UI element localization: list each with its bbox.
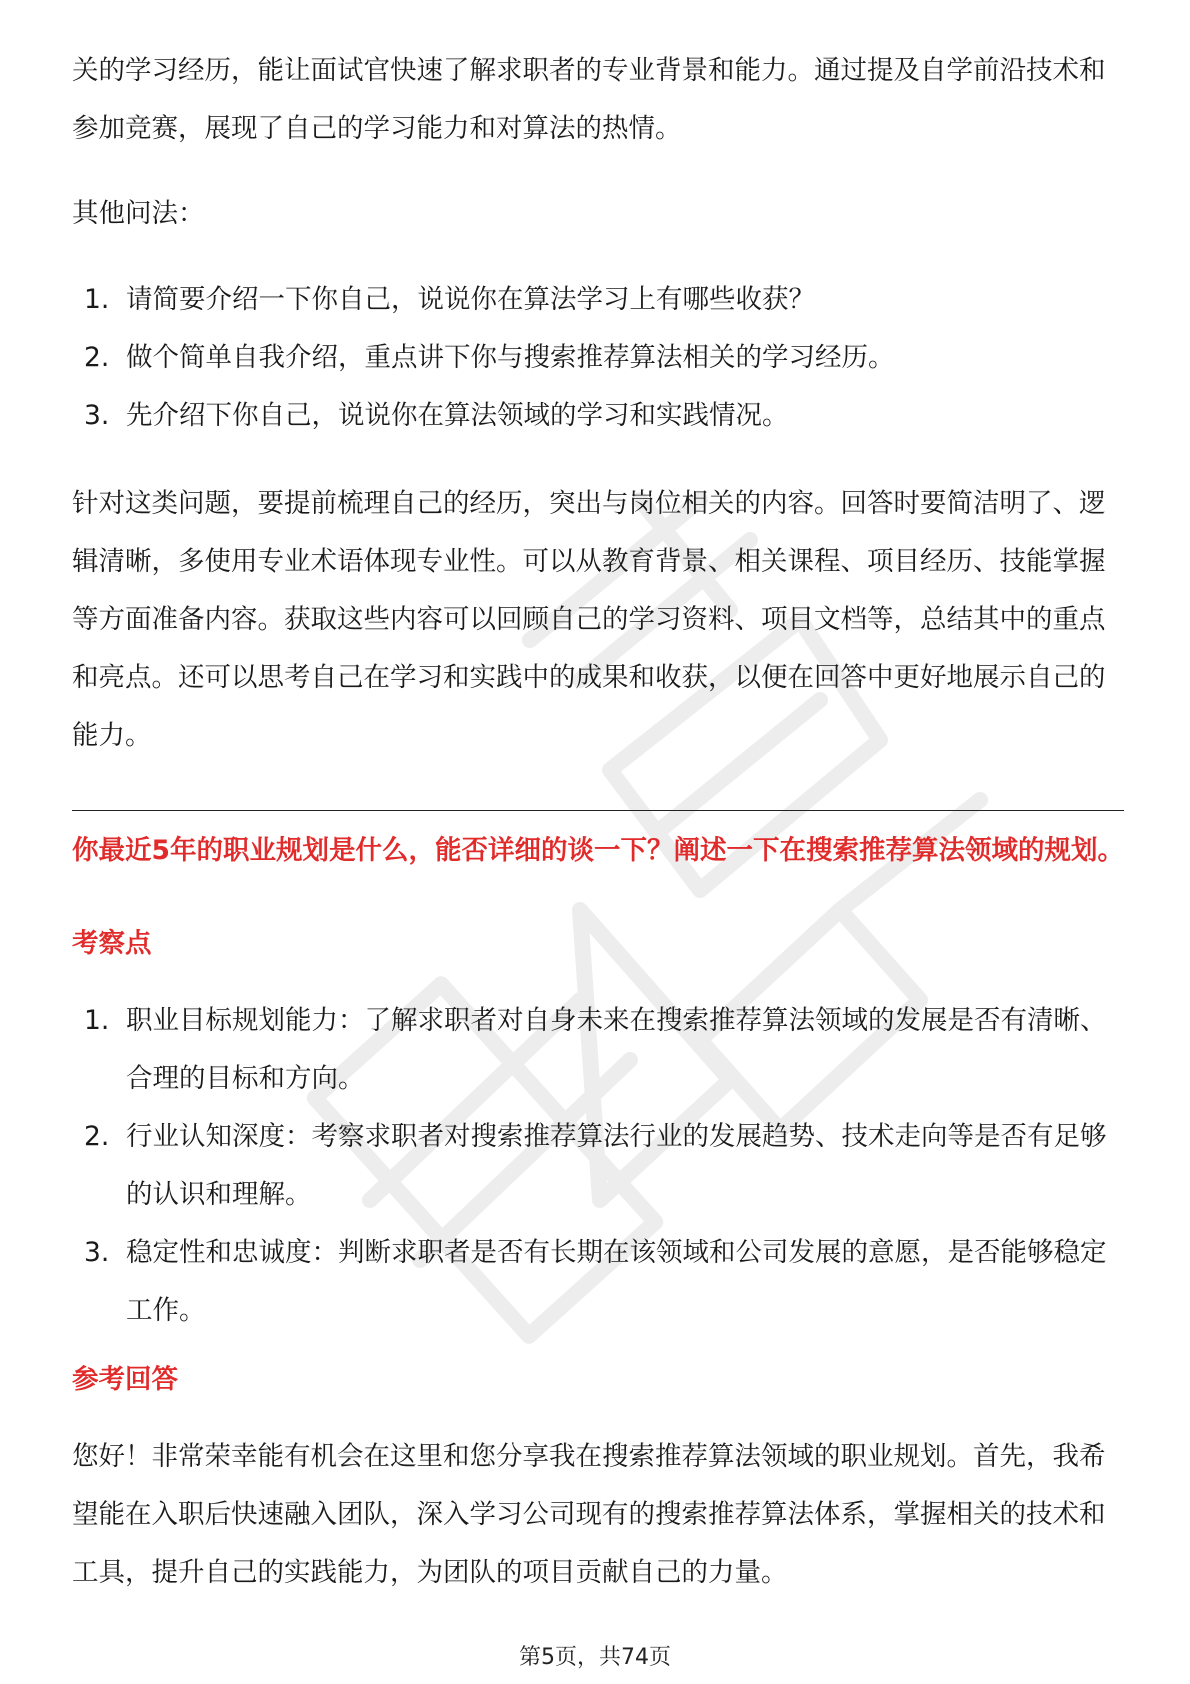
- list-item: 3. 先介绍下你自己，说说你在算法领域的学习和实践情况。: [84, 400, 789, 431]
- reference-answer-label: 参考回答: [72, 1364, 178, 1395]
- list-item: 1. 请简要介绍一下你自己，说说你在算法学习上有哪些收获？: [84, 284, 815, 315]
- intro-paragraph: 关的学习经历，能让面试官快速了解求职者的专业背景和能力。通过提及自学前沿技术和参加竞赛，展现了自己的学习能力和对算法的热情。: [72, 55, 1106, 144]
- list-item: 2. 做个简单自我介绍，重点讲下你与搜索推荐算法相关的学习经历。: [84, 342, 895, 373]
- section-divider: [72, 810, 1124, 811]
- list-item: 3. 稳定性和忠诚度：判断求职者是否有长期在该领域和公司发展的意愿，是否能够稳定工作。: [84, 1237, 1107, 1326]
- check-points-list: [72, 992, 1124, 1340]
- reference-answer-paragraph: 您好！非常荣幸能有机会在这里和您分享我在搜索推荐算法领域的职业规划。首先，我希望能在入职后快速融入团队，深入学习公司现有的搜索推荐算法体系，掌握相关的技术和工具，提升自己的实践能力，为团队的项目贡献自己的力量。: [72, 1441, 1106, 1588]
- page-number: 第5页，共74页: [519, 1645, 671, 1670]
- list-item: 1. 职业目标规划能力：了解求职者对自身未来在搜索推荐算法领域的发展是否有清晰、合理的目标和方向。: [84, 1005, 1107, 1094]
- check-points-label: 考察点: [72, 928, 152, 959]
- advice-paragraph: 针对这类问题，要提前梳理自己的经历，突出与岗位相关的内容。回答时要简洁明了、逻辑清晰，多使用专业术语体现专业性。可以从教育背景、相关课程、项目经历、技能掌握等方面准备内容。获取这些内容可以回顾自己的学习资料、项目文档等，总结其中的重点和亮点。还可以思考自己在学习和实践中的成果和收获，以便在回答中更好地展示自己的能力。: [72, 488, 1106, 751]
- list-item: 2. 行业认知深度：考察求职者对搜索推荐算法行业的发展趋势、技术走向等是否有足够的认识和理解。: [84, 1121, 1107, 1210]
- question-heading: 你最近5年的职业规划是什么，能否详细的谈一下？阐述一下在搜索推荐算法领域的规划。: [72, 835, 1124, 866]
- other-questions-list: [72, 271, 1124, 445]
- other-questions-label: 其他问法：: [72, 198, 205, 229]
